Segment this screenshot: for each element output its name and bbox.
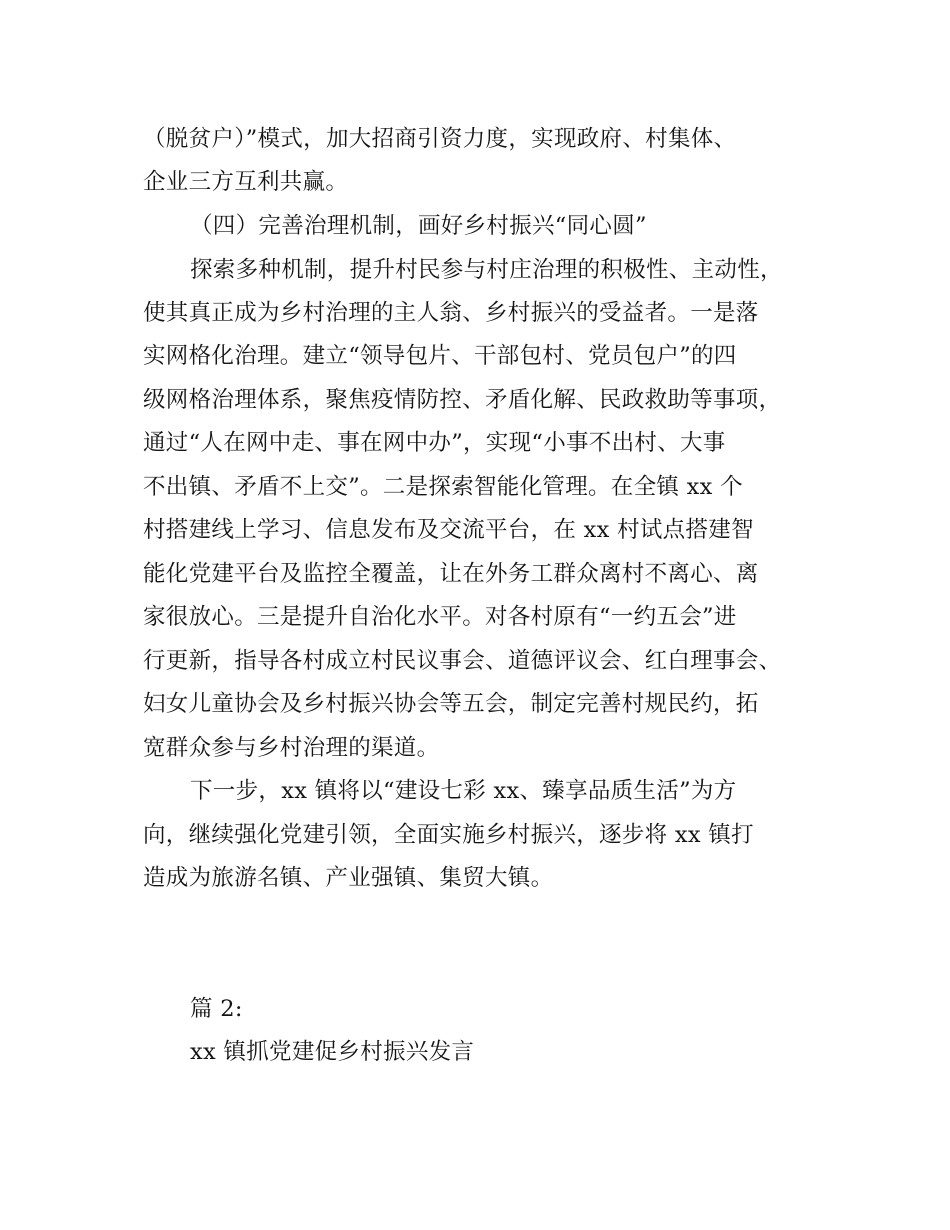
section-heading: （四）完善治理机制，画好乡村振兴“同心圆” xyxy=(190,213,647,239)
paragraph-line: 通过“人在网中走、事在网中办”，实现“小事不出村、大事 xyxy=(143,430,726,456)
paragraph-line: 妇女儿童协会及乡村振兴协会等五会，制定完善村规民约，拓 xyxy=(143,691,759,717)
paragraph-line: 能化党建平台及监控全覆盖，让在外务工群众离村不离心、离 xyxy=(143,561,759,587)
paragraph-line: 向，继续强化党建引领，全面实施乡村振兴，逐步将 xx 镇打 xyxy=(143,822,754,848)
paragraph-line: 使其真正成为乡村治理的主人翁、乡村振兴的受益者。一是落 xyxy=(143,300,759,326)
paragraph-line: 不出镇、矛盾不上交”。二是探索智能化管理。在全镇 xx 个 xyxy=(143,474,743,500)
paragraph-line: 企业三方互利共赢。 xyxy=(143,169,349,195)
chapter-label: 篇 2: xyxy=(190,996,243,1022)
paragraph-line: 下一步，xx 镇将以“建设七彩 xx、臻享品质生活”为方 xyxy=(190,778,737,804)
paragraph-line: 级网格治理体系，聚焦疫情防控、矛盾化解、民政救助等事项， xyxy=(143,387,782,413)
paragraph-line: 家很放心。三是提升自治化水平。对各村原有“一约五会”进 xyxy=(143,604,737,630)
chapter-title: xx 镇抓党建促乡村振兴发言 xyxy=(190,1039,475,1065)
paragraph-line: （脱贫户）”模式，加大招商引资力度，实现政府、村集体、 xyxy=(143,126,737,152)
paragraph-line: 行更新，指导各村成立村民议事会、道德评议会、红白理事会、 xyxy=(143,648,782,674)
paragraph-line: 探索多种机制，提升村民参与村庄治理的积极性、主动性， xyxy=(190,257,783,283)
paragraph-line: 宽群众参与乡村治理的渠道。 xyxy=(143,735,440,761)
paragraph-line: 村搭建线上学习、信息发布及交流平台，在 xx 村试点搭建智 xyxy=(143,517,754,543)
paragraph-line: 造成为旅游名镇、产业强镇、集贸大镇。 xyxy=(143,865,554,891)
paragraph-line: 实网格化治理。建立“领导包片、干部包村、党员包户”的四 xyxy=(143,343,737,369)
